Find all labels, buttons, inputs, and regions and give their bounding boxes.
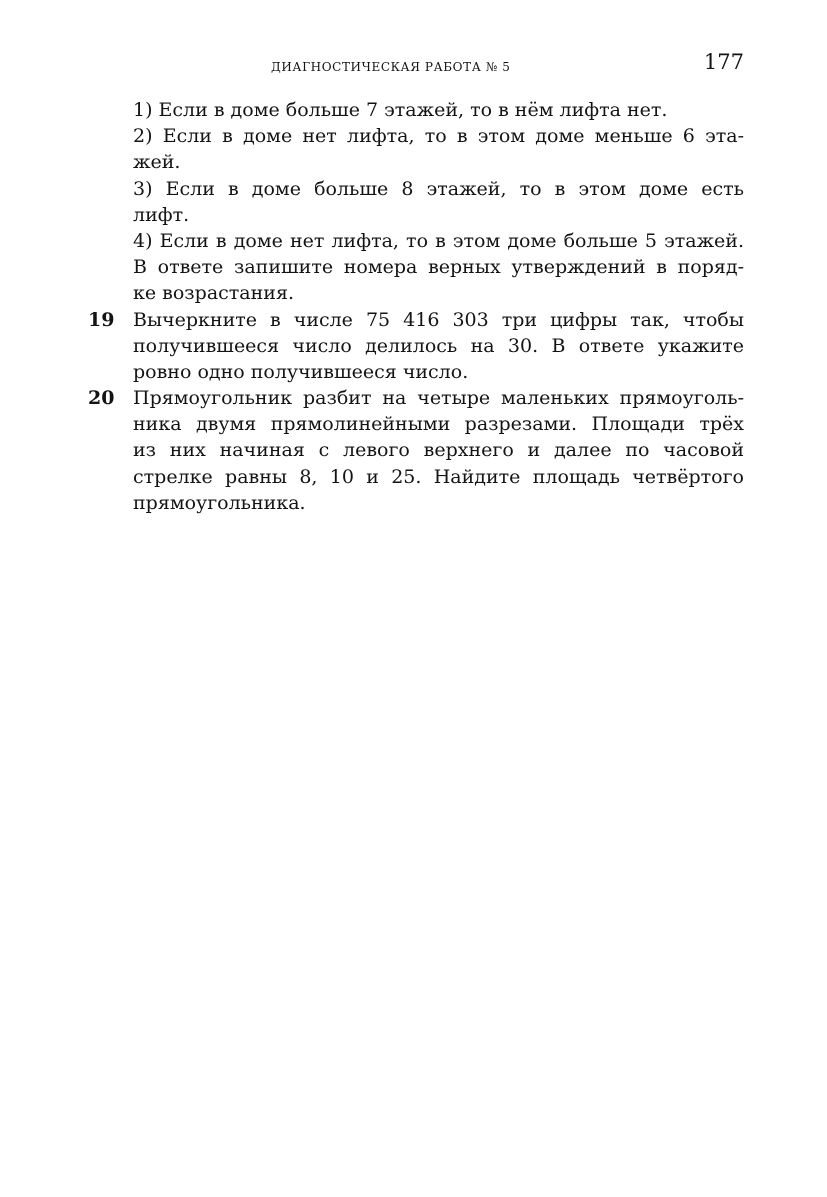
text-line: 2) Если в доме нет лифта, то в этом доме меньше 6 эта-: [133, 125, 744, 148]
text-line: 1) Если в доме больше 7 этажей, то в нём лифта нет.: [133, 99, 668, 121]
statement-4: [88, 228, 744, 254]
text-line: лифт.: [133, 203, 190, 226]
task-20: [88, 385, 744, 516]
text-line: Вычеркните в числе 75 416 303 три цифры так, чтобы: [133, 308, 744, 331]
text-line: ровно одно получившееся число.: [133, 360, 469, 383]
task-19: [88, 307, 744, 386]
text-line: Прямоугольник разбит на четыре маленьких прямоуголь-: [133, 387, 744, 410]
text-line: 3) Если в доме больше 8 этажей, то в этом доме есть: [133, 177, 744, 200]
text-line: жей.: [133, 151, 181, 174]
text-line: ника двумя прямолинейными разрезами. Площади трёх: [133, 413, 744, 436]
text-line: 4) Если в доме нет лифта, то в этом доме больше 5 этажей.: [133, 229, 744, 252]
statement-2: [88, 123, 744, 175]
text-line: стрелке равны 8, 10 и 25. Найдите площадь четвёртого: [133, 465, 744, 488]
task-number: 20: [88, 387, 115, 410]
page-header: [88, 50, 744, 80]
text-line: В ответе запишите номера верных утверждений в поряд-: [133, 256, 744, 279]
statement-1: [88, 97, 744, 123]
text-line: прямоугольника.: [133, 491, 306, 514]
page-content: [88, 97, 744, 516]
statement-3: [88, 176, 744, 228]
page-number: 177: [703, 50, 744, 74]
text-line: ке возрастания.: [133, 282, 294, 305]
answer-instruction: [88, 254, 744, 306]
task-number: 19: [88, 308, 115, 331]
running-title: ДИАГНОСТИЧЕСКАЯ РАБОТА № 5: [271, 60, 511, 74]
text-line: получившееся число делилось на 30. В ответе укажите: [133, 334, 744, 357]
text-line: из них начиная с левого верхнего и далее по часовой: [133, 439, 744, 462]
